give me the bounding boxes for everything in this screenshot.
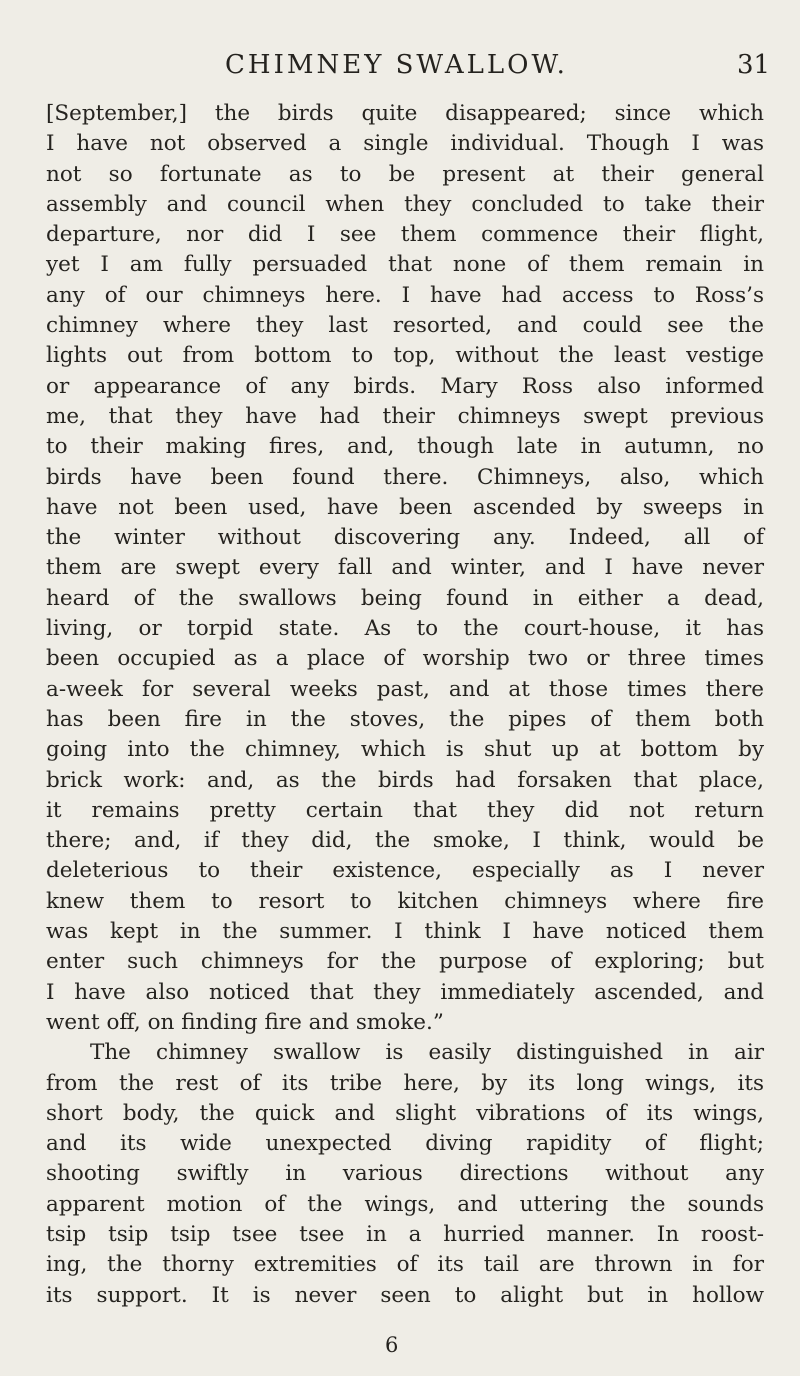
text-line: birds have been found there. Chimneys, also, which [46,464,764,490]
text-line: I have not observed a single individual. Though I was [46,131,764,157]
text-line: [September,] the birds quite disappeared; since which [46,101,764,126]
text-line: I have also noticed that they immediately ascended, and [46,979,764,1005]
text-line: its support. It is never seen to alight but in hollow [46,1282,764,1308]
text-line: knew them to resort to kitchen chimneys where fire [46,888,764,914]
text-line: going into the chimney, which is shut up at bottom by [46,737,764,763]
text-line: brick work: and, as the birds had forsaken that place, [46,767,764,793]
signature-mark: 6 [385,1333,399,1357]
text-line: them are swept every fall and winter, and I have never [46,555,764,581]
text-line: assembly and council when they concluded to take their [46,191,764,217]
text-line: went off, on finding fire and smoke.” [46,1009,444,1035]
text-line: ing, the thorny extremities of its tail are thrown in for [46,1252,764,1278]
text-line: or appearance of any birds. Mary Ross also informed [46,373,764,399]
text-line: any of our chimneys here. I have had access to Ross’s [46,282,764,308]
text-line: it remains pretty certain that they did not return [46,797,764,823]
text-line: to their making fires, and, though late in autumn, no [46,434,764,460]
text-line: has been fire in the stoves, the pipes of them both [46,706,764,732]
text-line: living, or torpid state. As to the court-house, it has [46,616,764,642]
body-text [46,99,764,1311]
page-number: 31 [737,50,771,80]
text-line: deleterious to their existence, especially as I never [46,858,764,884]
text-line: chimney where they last resorted, and could see the [46,313,764,339]
text-line: not so fortunate as to be present at their general [46,161,764,187]
text-line: there; and, if they did, the smoke, I think, would be [46,828,764,854]
text-line: departure, nor did I see them commence their flight, [46,222,764,248]
text-line: the winter without discovering any. Indeed, all of [46,525,764,551]
text-line: and its wide unexpected diving rapidity of flight; [46,1131,764,1157]
text-line: been occupied as a place of worship two or three times [46,646,764,672]
text-line: was kept in the summer. I think I have noticed them [46,919,764,945]
text-line: The chimney swallow is easily distinguished in air [90,1040,764,1066]
text-line: yet I am fully persuaded that none of them remain in [46,252,764,278]
text-line: a-week for several weeks past, and at those times there [46,676,764,702]
text-line: heard of the swallows being found in either a dead, [46,585,764,611]
text-line: short body, the quick and slight vibrations of its wings, [46,1100,764,1126]
running-head [0,50,800,90]
text-line: have not been used, have been ascended by sweeps in [46,494,764,520]
running-title: CHIMNEY SWALLOW. [225,50,568,80]
text-line: from the rest of its tribe here, by its long wings, its [46,1070,764,1096]
text-line: tsip tsip tsip tsee tsee in a hurried manner. In roost- [46,1221,764,1247]
text-line: apparent motion of the wings, and uttering the sounds [46,1191,764,1217]
text-line: lights out from bottom to top, without the least vestige [46,343,764,369]
text-line: enter such chimneys for the purpose of exploring; but [46,949,764,975]
text-line: me, that they have had their chimneys swept previous [46,403,764,429]
text-line: shooting swiftly in various directions without any [46,1161,764,1187]
